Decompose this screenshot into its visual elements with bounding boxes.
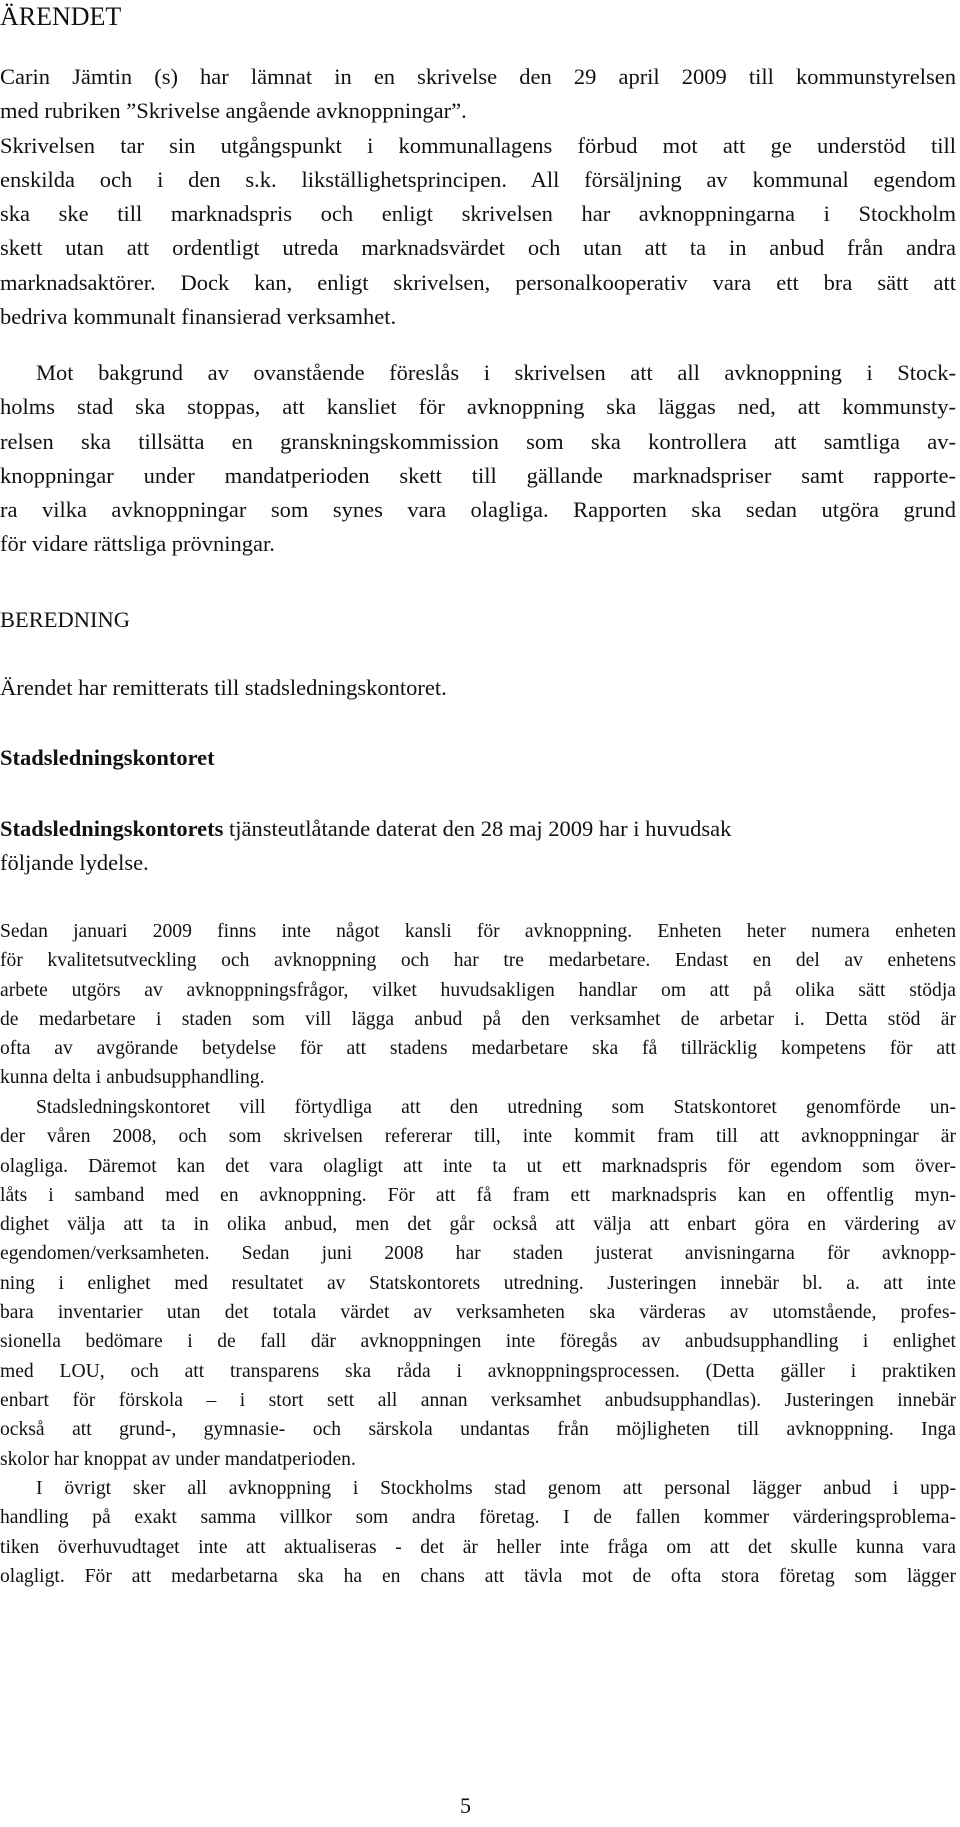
text-line: ra vilka avknoppningar som synes vara olagliga. Rapporten ska sedan utgöra grund (0, 497, 956, 523)
text-line: med rubriken ”Skrivelse angående avknoppningar”. (0, 98, 467, 124)
quote-paragraph-2 (0, 1093, 956, 1474)
text-line: olagligt. För att medarbetarna ska ha en chans att tävla mot de ofta stora företag som lägger (0, 1565, 956, 1587)
text-line: kunna delta i anbudsupphandling. (0, 1067, 265, 1089)
text-line: ska ske till marknadspris och enligt skrivelsen har avknoppningarna i Stockholm (0, 201, 956, 227)
text-line: I övrigt sker all avknoppning i Stockholms stad genom att personal lägger anbud i upp- (36, 1478, 956, 1499)
text-line: de medarbetare i staden som vill lägga anbud på den verksamhet de arbetar i. Detta stöd är (0, 1008, 956, 1030)
heading-arendet: ÄRENDET (0, 2, 122, 31)
text-line: ning i enlighet med resultatet av Statskontorets utredning. Justeringen innebär bl. a. att inte (0, 1272, 956, 1294)
proposal-paragraph (0, 356, 956, 562)
statement-bold-text: Stadsledningskontorets (0, 816, 224, 841)
text-line: enbart för förskola – i stort sett all annan verksamhet anbudsupphandlas). Justeringen innebär (0, 1389, 956, 1411)
text-line: Sedan januari 2009 finns inte något kansli för avknoppning. Enheten heter numera enheten (0, 921, 956, 942)
text-line: relsen ska tillsätta en granskningskommission som ska kontrollera att samtliga av- (0, 428, 956, 454)
text-line: olagliga. Däremot kan det vara olagligt att inte ta ut ett marknadspris för egendom som över- (0, 1155, 956, 1177)
text-line: bara inventarier utan det totala värdet av verksamheten ska värderas av utomstående, profes- (0, 1302, 956, 1324)
text-line: handling på exakt samma villkor som andra företag. I de fallen kommer värderingsproblema- (0, 1507, 956, 1529)
text-line: Stadsledningskontoret vill förtydliga att den utredning som Statskontoret genomförde un- (36, 1097, 956, 1118)
text-line: ofta av avgörande betydelse för att stadens medarbetare ska få tillräcklig kompetens för att (0, 1038, 956, 1060)
heading-stadsledningskontoret: Stadsledningskontoret (0, 745, 215, 770)
text-line: knoppningar under mandatperioden skett till gällande marknadspriser samt rapporte- (0, 462, 956, 488)
text-line: för kvalitetsutveckling och avknoppning och har tre medarbetare. Endast en del av enhetens (0, 950, 956, 972)
text-line: följande lydelse. (0, 850, 149, 876)
text-line: för vidare rättsliga prövningar. (0, 531, 275, 557)
quote-paragraph-3 (0, 1474, 956, 1591)
text-line: tiken överhuvudtaget inte att aktualiseras - det är heller inte fråga om att det skulle kunna vara (0, 1536, 956, 1558)
statement-line (0, 812, 731, 846)
text-line: sionella bedömare i de fall där avknoppningen inte föregås av anbudsupphandling i enlighet (0, 1331, 956, 1353)
text-line: med LOU, och att transparens ska råda i avknoppningsprocessen. (Detta gäller i praktiken (0, 1360, 956, 1382)
quote-paragraph-1 (0, 917, 956, 1093)
text-line: skolor har knoppat av under mandatperioden. (0, 1448, 356, 1470)
text-line: låts i samband med en avknoppning. För att få fram ett marknadspris kan en offentlig myn- (0, 1184, 956, 1206)
text-line: arbete utgörs av avknoppningsfrågor, vilket huvudsakligen handlar om att på olika sätt stödja (0, 979, 956, 1001)
statement-rest-text: tjänsteutlåtande daterat den 28 maj 2009 har i huvudsak (223, 816, 732, 841)
text-line: Carin Jämtin (s) har lämnat in en skrivelse den 29 april 2009 till kommunstyrelsen (0, 64, 956, 89)
text-line: enskilda och i den s.k. likställighetsprincipen. All försäljning av kommunal egendom (0, 166, 956, 192)
text-line: egendomen/verksamheten. Sedan juni 2008 har staden justerat anvisningarna för avknopp- (0, 1243, 956, 1265)
text-line: der våren 2008, och som skrivelsen refererar till, inte kommit fram till att avknoppningar är (0, 1126, 956, 1148)
text-line: också att grund-, gymnasie- och särskola undantas från möjligheten till avknoppning. Inga (0, 1419, 956, 1441)
text-line: holms stad ska stoppas, att kansliet för avknoppning ska läggas ned, att kommunsty- (0, 394, 956, 420)
text-line: bedriva kommunalt finansierad verksamhet. (0, 304, 397, 330)
page-number: 5 (460, 1793, 471, 1818)
beredning-text: Ärendet har remitterats till stadsledningskontoret. (0, 675, 447, 700)
text-line: Mot bakgrund av ovanstående föreslås i skrivelsen att all avknoppning i Stock- (36, 360, 956, 385)
statement-paragraph (0, 812, 731, 881)
heading-beredning: BEREDNING (0, 607, 130, 632)
intro-paragraph (0, 60, 956, 334)
text-line: Skrivelsen tar sin utgångspunkt i kommunallagens förbud mot att ge understöd till (0, 132, 956, 158)
text-line: skett utan att ordentligt utreda marknadsvärdet och utan att ta in anbud från andra (0, 235, 956, 261)
text-line: dighet välja att ta in olika anbud, men det går också att välja att enbart göra en värdering av (0, 1214, 956, 1236)
text-line: marknadsaktörer. Dock kan, enligt skrivelsen, personalkooperativ vara ett bra sätt att (0, 269, 956, 295)
